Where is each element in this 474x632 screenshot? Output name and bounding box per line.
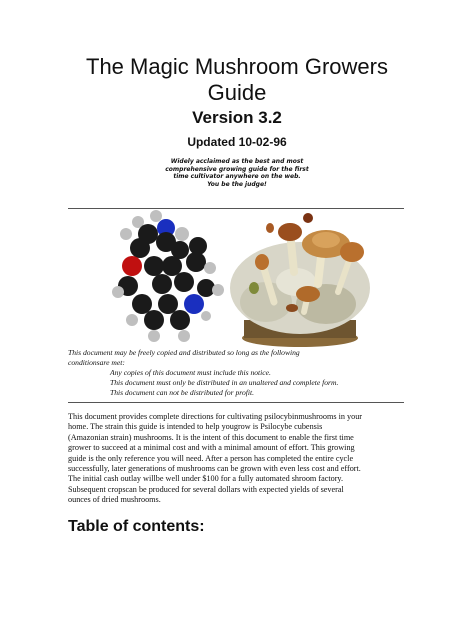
- tagline-line: comprehensive growing guide for the first: [165, 165, 309, 173]
- paragraph-line: The initial cash outlay willbe well under $100 for a fully automated shroom factory.: [68, 474, 344, 484]
- updated-date: Updated 10-02-96: [187, 135, 287, 149]
- document-title: [40, 54, 434, 106]
- paragraph-line: guide is the only reference you will need. After a person has completed the entire cycle: [68, 453, 354, 463]
- tagline-line: You be the judge!: [207, 180, 267, 188]
- intro-paragraph: [68, 412, 408, 506]
- paragraph-line: This document provides complete directions for cultivating psilocybinmushrooms in your: [68, 412, 363, 421]
- title-line-2: Guide: [207, 80, 267, 105]
- notice-intro: conditionsare met:: [68, 358, 125, 367]
- paragraph-line: successfully, later generations of mushrooms can be grown with even less cost and effort.: [68, 464, 361, 474]
- tagline-line: Widely acclaimed as the best and most: [170, 158, 304, 165]
- psilocybin-molecule-image: [110, 208, 228, 346]
- notice-condition: This document can not be distributed for profit.: [110, 388, 254, 397]
- notice-divider: [68, 402, 404, 403]
- notice-condition: Any copies of this document must include this notice.: [110, 368, 271, 377]
- paragraph-line: (Amazonian strain) mushrooms. It is the intent of this document to enable the first time: [68, 432, 354, 442]
- notice-condition: This document must only be distributed in an unaltered and complete form.: [110, 378, 339, 387]
- version-label: Version 3.2: [192, 108, 282, 127]
- distribution-notice: [68, 348, 404, 398]
- tagline-line: time cultivator anywhere on the web.: [173, 173, 301, 180]
- paragraph-line: home. The strain this guide is intended to help yougrow is Psilocybe cubensis: [68, 422, 323, 432]
- toc-heading: Table of contents:: [68, 518, 205, 535]
- notice-intro: This document may be freely copied and distributed so long as the following: [68, 348, 300, 357]
- paragraph-line: grower to succeed at a minimal cost and with a minimal amount of effort. This growing: [68, 443, 355, 453]
- mushroom-jar-photo: [226, 212, 370, 348]
- paragraph-line: Subsequent cropscan be produced for several dollars with expected yields of several: [68, 484, 344, 494]
- title-line-1: The Magic Mushroom Growers: [86, 54, 388, 79]
- paragraph-line: ounces of dried mushrooms.: [68, 495, 161, 505]
- tagline: [120, 158, 354, 188]
